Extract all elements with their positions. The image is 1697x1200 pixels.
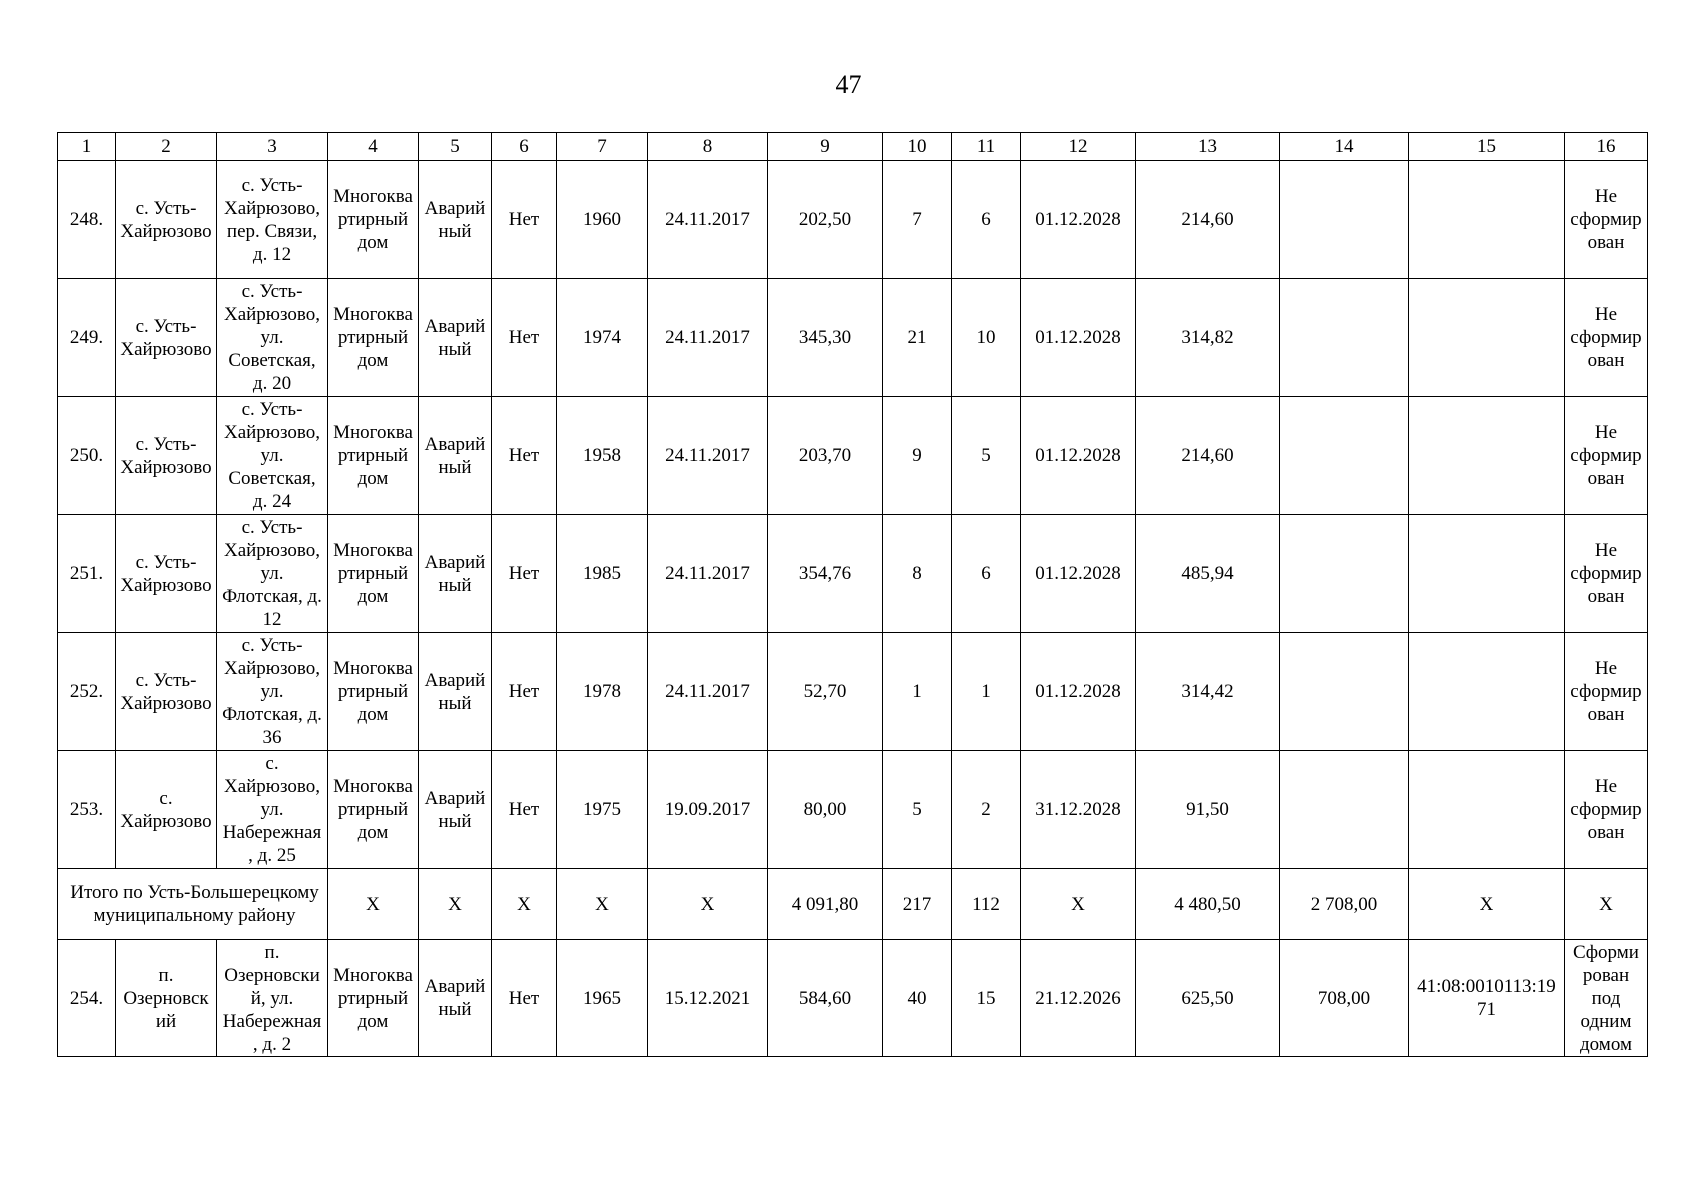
year-cell: 1965 <box>557 940 648 1057</box>
residents-cell: 9 <box>883 397 952 515</box>
table-row <box>58 940 1648 1057</box>
address-cell: п. Озерновский, ул. Набережная, д. 2 <box>217 940 328 1057</box>
area-cell: 203,70 <box>768 397 883 515</box>
column-number: 15 <box>1409 133 1565 161</box>
date-planned-cell: 01.12.2028 <box>1021 397 1136 515</box>
table-row <box>58 279 1648 397</box>
apartments-cell: 1 <box>952 633 1021 751</box>
cadastral-cell <box>1409 751 1565 869</box>
table-row <box>58 161 1648 279</box>
total-cell: X <box>1409 869 1565 940</box>
area-resettled-cell: 214,60 <box>1136 397 1280 515</box>
residents-cell: 7 <box>883 161 952 279</box>
area-cell: 52,70 <box>768 633 883 751</box>
date-planned-cell: 01.12.2028 <box>1021 161 1136 279</box>
row-number: 252. <box>58 633 116 751</box>
page-number: 47 <box>835 70 862 99</box>
column-number: 16 <box>1565 133 1648 161</box>
flag-cell: Нет <box>492 397 557 515</box>
area-cell: 345,30 <box>768 279 883 397</box>
column-number: 8 <box>648 133 768 161</box>
settlement-cell: с. Усть-Хайрюзово <box>116 279 217 397</box>
apartments-cell: 15 <box>952 940 1021 1057</box>
residents-cell: 8 <box>883 515 952 633</box>
building-type-cell: Многоквартирный дом <box>328 940 419 1057</box>
col14-cell <box>1280 161 1409 279</box>
date-recognized-cell: 24.11.2017 <box>648 633 768 751</box>
building-type-cell: Многоквартирный дом <box>328 397 419 515</box>
apartments-cell: 6 <box>952 161 1021 279</box>
settlement-cell: с. Хайрюзово <box>116 751 217 869</box>
land-status-cell: Не сформирован <box>1565 633 1648 751</box>
table-row <box>58 397 1648 515</box>
col14-cell <box>1280 279 1409 397</box>
column-number: 2 <box>116 133 217 161</box>
total-col14-cell: 2 708,00 <box>1280 869 1409 940</box>
column-number: 10 <box>883 133 952 161</box>
land-status-cell: Не сформирован <box>1565 161 1648 279</box>
flag-cell: Нет <box>492 161 557 279</box>
col14-cell <box>1280 397 1409 515</box>
column-number: 6 <box>492 133 557 161</box>
area-resettled-cell: 214,60 <box>1136 161 1280 279</box>
flag-cell: Нет <box>492 940 557 1057</box>
cadastral-cell: 41:08:0010113:1971 <box>1409 940 1565 1057</box>
residents-cell: 21 <box>883 279 952 397</box>
flag-cell: Нет <box>492 751 557 869</box>
building-type-cell: Многоквартирный дом <box>328 633 419 751</box>
settlement-cell: п. Озерновский <box>116 940 217 1057</box>
column-number: 13 <box>1136 133 1280 161</box>
column-number: 5 <box>419 133 492 161</box>
land-status-cell: Не сформирован <box>1565 751 1648 869</box>
cadastral-cell <box>1409 397 1565 515</box>
flag-cell: Нет <box>492 633 557 751</box>
residents-cell: 5 <box>883 751 952 869</box>
flag-cell: Нет <box>492 515 557 633</box>
column-number: 11 <box>952 133 1021 161</box>
table-row <box>58 515 1648 633</box>
settlement-cell: с. Усть-Хайрюзово <box>116 161 217 279</box>
apartments-cell: 2 <box>952 751 1021 869</box>
address-cell: с. Усть-Хайрюзово, пер. Связи, д. 12 <box>217 161 328 279</box>
settlement-cell: с. Усть-Хайрюзово <box>116 397 217 515</box>
row-number: 254. <box>58 940 116 1057</box>
status-cell: Аварийный <box>419 161 492 279</box>
status-cell: Аварийный <box>419 751 492 869</box>
address-cell: с. Усть-Хайрюзово, ул. Флотская, д. 12 <box>217 515 328 633</box>
column-number: 1 <box>58 133 116 161</box>
total-cell: X <box>328 869 419 940</box>
date-planned-cell: 01.12.2028 <box>1021 515 1136 633</box>
apartments-cell: 5 <box>952 397 1021 515</box>
year-cell: 1958 <box>557 397 648 515</box>
total-cell: X <box>492 869 557 940</box>
table-row <box>58 633 1648 751</box>
settlement-cell: с. Усть-Хайрюзово <box>116 633 217 751</box>
date-recognized-cell: 19.09.2017 <box>648 751 768 869</box>
area-cell: 202,50 <box>768 161 883 279</box>
row-number: 253. <box>58 751 116 869</box>
year-cell: 1985 <box>557 515 648 633</box>
column-number: 12 <box>1021 133 1136 161</box>
cadastral-cell <box>1409 161 1565 279</box>
building-type-cell: Многоквартирный дом <box>328 515 419 633</box>
apartments-cell: 6 <box>952 515 1021 633</box>
district-total-row <box>58 869 1648 940</box>
area-resettled-cell: 91,50 <box>1136 751 1280 869</box>
status-cell: Аварийный <box>419 515 492 633</box>
date-recognized-cell: 24.11.2017 <box>648 279 768 397</box>
cadastral-cell <box>1409 515 1565 633</box>
date-recognized-cell: 24.11.2017 <box>648 515 768 633</box>
area-cell: 80,00 <box>768 751 883 869</box>
table-row <box>58 751 1648 869</box>
total-area-cell: 4 091,80 <box>768 869 883 940</box>
apartments-cell: 10 <box>952 279 1021 397</box>
address-cell: с. Усть-Хайрюзово, ул. Советская, д. 24 <box>217 397 328 515</box>
col14-cell <box>1280 515 1409 633</box>
row-number: 251. <box>58 515 116 633</box>
settlement-cell: с. Усть-Хайрюзово <box>116 515 217 633</box>
land-status-cell: Не сформирован <box>1565 515 1648 633</box>
year-cell: 1960 <box>557 161 648 279</box>
date-recognized-cell: 15.12.2021 <box>648 940 768 1057</box>
building-type-cell: Многоквартирный дом <box>328 751 419 869</box>
column-number: 3 <box>217 133 328 161</box>
total-cell: X <box>648 869 768 940</box>
year-cell: 1974 <box>557 279 648 397</box>
area-cell: 584,60 <box>768 940 883 1057</box>
building-type-cell: Многоквартирный дом <box>328 279 419 397</box>
total-residents-cell: 217 <box>883 869 952 940</box>
area-resettled-cell: 485,94 <box>1136 515 1280 633</box>
status-cell: Аварийный <box>419 940 492 1057</box>
cadastral-cell <box>1409 279 1565 397</box>
area-resettled-cell: 625,50 <box>1136 940 1280 1057</box>
status-cell: Аварийный <box>419 633 492 751</box>
total-area-resettled-cell: 4 480,50 <box>1136 869 1280 940</box>
date-recognized-cell: 24.11.2017 <box>648 397 768 515</box>
cadastral-cell <box>1409 633 1565 751</box>
status-cell: Аварийный <box>419 397 492 515</box>
area-resettled-cell: 314,42 <box>1136 633 1280 751</box>
col14-cell <box>1280 633 1409 751</box>
year-cell: 1975 <box>557 751 648 869</box>
total-cell: X <box>557 869 648 940</box>
row-number: 249. <box>58 279 116 397</box>
area-resettled-cell: 314,82 <box>1136 279 1280 397</box>
status-cell: Аварийный <box>419 279 492 397</box>
address-cell: с. Хайрюзово, ул. Набережная, д. 25 <box>217 751 328 869</box>
land-status-cell: Не сформирован <box>1565 397 1648 515</box>
date-planned-cell: 21.12.2026 <box>1021 940 1136 1057</box>
housing-registry-table <box>57 132 1648 1057</box>
year-cell: 1978 <box>557 633 648 751</box>
col14-cell <box>1280 751 1409 869</box>
column-number-row <box>58 133 1648 161</box>
date-planned-cell: 31.12.2028 <box>1021 751 1136 869</box>
total-label: Итого по Усть-Большерецкому муниципальному району <box>58 869 328 940</box>
total-cell: X <box>1021 869 1136 940</box>
residents-cell: 40 <box>883 940 952 1057</box>
address-cell: с. Усть-Хайрюзово, ул. Советская, д. 20 <box>217 279 328 397</box>
column-number: 7 <box>557 133 648 161</box>
land-status-cell: Сформирован под одним домом <box>1565 940 1648 1057</box>
land-status-cell: Не сформирован <box>1565 279 1648 397</box>
area-cell: 354,76 <box>768 515 883 633</box>
date-planned-cell: 01.12.2028 <box>1021 633 1136 751</box>
total-cell: X <box>1565 869 1648 940</box>
total-cell: X <box>419 869 492 940</box>
building-type-cell: Многоквартирный дом <box>328 161 419 279</box>
date-planned-cell: 01.12.2028 <box>1021 279 1136 397</box>
column-number: 9 <box>768 133 883 161</box>
flag-cell: Нет <box>492 279 557 397</box>
row-number: 248. <box>58 161 116 279</box>
residents-cell: 1 <box>883 633 952 751</box>
total-apartments-cell: 112 <box>952 869 1021 940</box>
col14-cell: 708,00 <box>1280 940 1409 1057</box>
column-number: 14 <box>1280 133 1409 161</box>
address-cell: с. Усть-Хайрюзово, ул. Флотская, д. 36 <box>217 633 328 751</box>
column-number: 4 <box>328 133 419 161</box>
date-recognized-cell: 24.11.2017 <box>648 161 768 279</box>
row-number: 250. <box>58 397 116 515</box>
